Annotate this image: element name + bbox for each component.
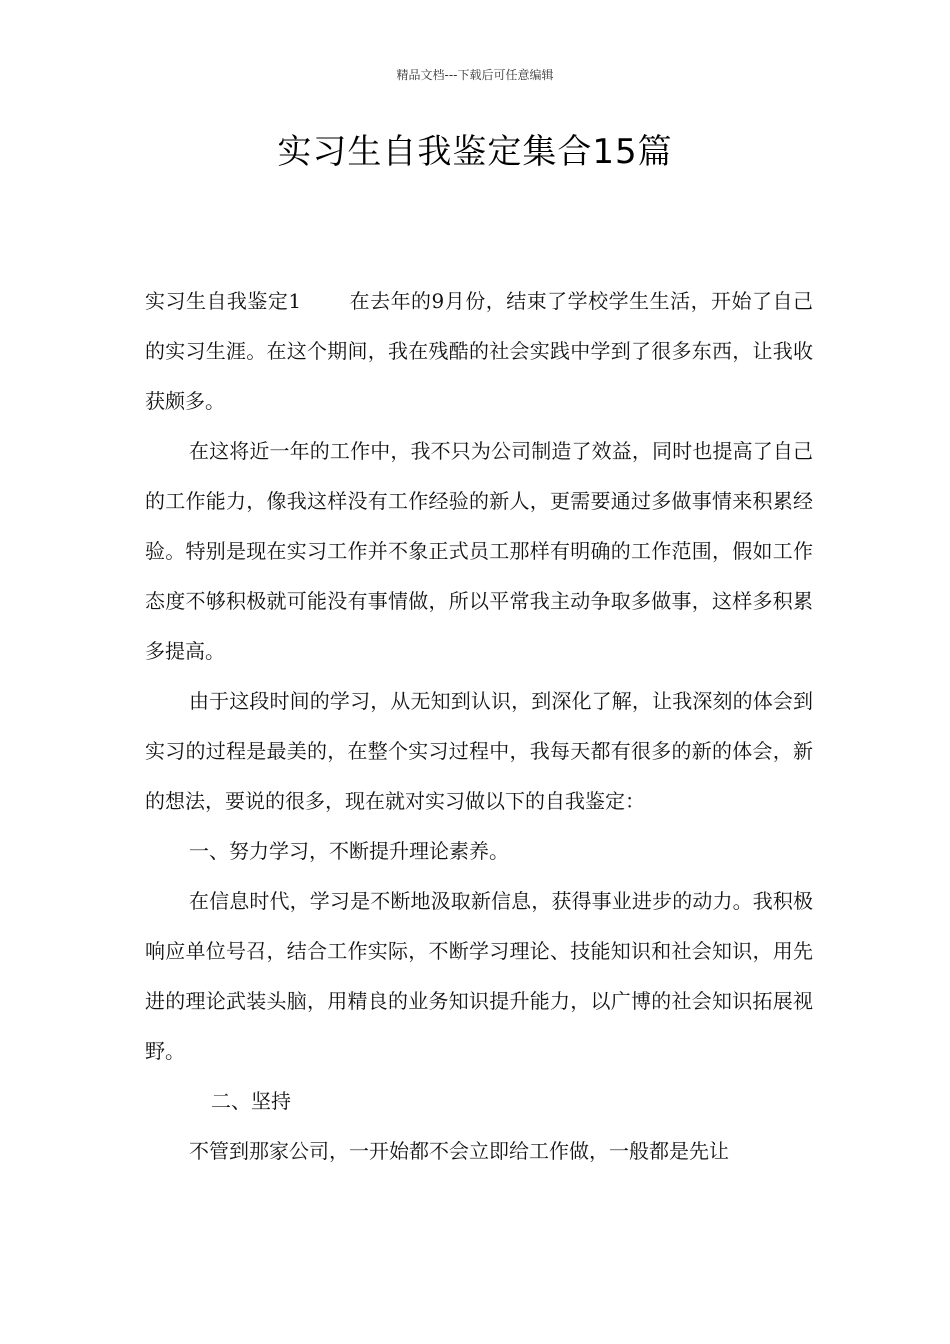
paragraph-1-text: 在去年的9月份，结束了学校学生生活，开始了自己的实习生涯。在这个期间，我在残酷的社会实践中学到了很多东西，让我收获颇多。 — [145, 289, 813, 413]
document-body — [145, 276, 813, 1176]
section-heading-1: 实习生自我鉴定1 — [145, 289, 302, 313]
document-title: 实习生自我鉴定集合15篇 — [277, 132, 673, 172]
paragraph-1 — [145, 276, 813, 426]
paragraph-3: 由于这段时间的学习，从无知到认识，到深化了解，让我深刻的体会到实习的过程是最美的，在整个实习过程中，我每天都有很多的新的体会，新的想法，要说的很多，现在就对实习做以下的自我鉴定： — [145, 689, 813, 813]
paragraph-5: 在信息时代，学习是不断地汲取新信息，获得事业进步的动力。我积极响应单位号召，结合工作实际，不断学习理论、技能知识和社会知识，用先进的理论武装头脑，用精良的业务知识提升能力，以广博的社会知识拓展视野。 — [145, 889, 813, 1063]
paragraph-6-heading: 二、坚持 — [211, 1089, 291, 1113]
paragraph-2: 在这将近一年的工作中，我不只为公司制造了效益，同时也提高了自己的工作能力，像我这样没有工作经验的新人，更需要通过多做事情来积累经验。特别是现在实习工作并不象正式员工那样有明确的工作范围，假如工作态度不够积极就可能没有事情做，所以平常我主动争取多做事，这样多积累多提高。 — [145, 439, 813, 663]
page-header: 精品文档---下载后可任意编辑 — [396, 68, 554, 82]
paragraph-4-heading: 一、努力学习，不断提升理论素养。 — [189, 839, 509, 863]
paragraph-7: 不管到那家公司，一开始都不会立即给工作做，一般都是先让 — [189, 1139, 729, 1163]
